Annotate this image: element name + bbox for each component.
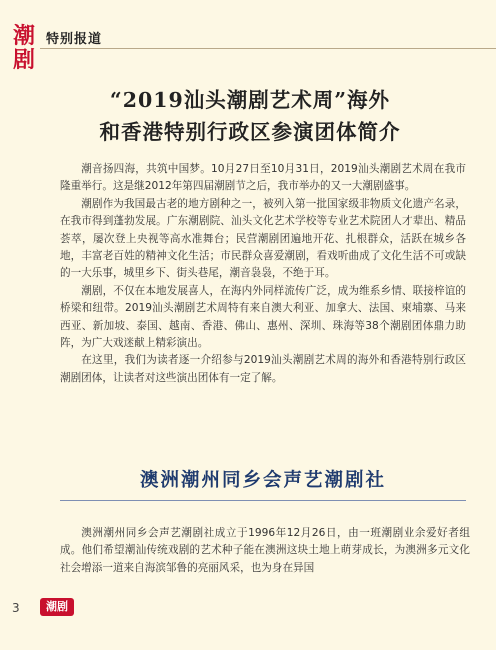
organization-paragraph: 澳洲潮州同乡会声艺潮剧社成立于1996年12月26日，由一班潮剧业余爱好者组成。他们希望潮汕传统戏剧的艺术种子能在澳洲这块土地上萌芽成长，为澳洲多元文化社会增添一道来自海滨邹鲁的亮丽风采，也为身在异国	[60, 527, 470, 574]
organization-heading: 澳洲潮州同乡会声艺潮剧社	[139, 470, 386, 491]
organization-heading-divider	[60, 500, 466, 501]
organization-description	[60, 525, 470, 577]
article-title-line-1: “2019汕头潮剧艺术周”海外	[109, 88, 391, 112]
intro-paragraph: 潮音扬四海，共筑中国梦。10月27日至10月31日，2019汕头潮剧艺术周在我市隆重举行。这是继2012年第四届潮剧节之后，我市举办的又一大潮剧盛事。	[60, 163, 466, 193]
footer-logo-badge: 潮剧	[40, 598, 74, 616]
article-title	[40, 84, 460, 148]
header-divider	[40, 48, 496, 49]
intro-paragraph: 潮剧，不仅在本地发展喜人，在海内外同样流传广泛，成为维系乡情、联接梓谊的桥梁和纽带。2019汕头潮剧艺术周特有来自澳大利亚、加拿大、法国、柬埔寨、马来西亚、新加坡、泰国、越南、香港、佛山、惠州、深圳、珠海等38个潮剧团体鼎力助阵，为广大戏迷献上精彩演出。	[60, 284, 466, 350]
intro-text	[60, 161, 466, 387]
intro-paragraph: 在这里，我们为读者逐一介绍参与2019汕头潮剧艺术周的海外和香港特别行政区潮剧团体，让读者对这些演出团体有一定了解。	[60, 354, 466, 384]
page-header	[0, 0, 496, 73]
page-number: 3	[12, 601, 20, 615]
section-label: 特别报道	[46, 32, 103, 47]
article-title-line-2: 和香港特别行政区参演团体简介	[99, 120, 401, 144]
intro-paragraph: 潮剧作为我国最古老的地方剧种之一，被列入第一批国家级非物质文化遗产名录，在我市得到蓬勃发展。广东潮剧院、汕头文化艺术学校等专业艺术院团人才辈出、精品荟萃，屡次登上央视等高水准舞台；民营潮剧团遍地开花、扎根群众，活跃在城乡各地，丰富老百姓的精神文化生活；市民群众喜爱潮剧，看戏听曲成了文化生活不可或缺的一大乐事，城里乡下、街头巷尾，潮音袅袅，不绝于耳。	[60, 197, 466, 280]
opera-logo-seal: 潮剧	[12, 23, 31, 73]
